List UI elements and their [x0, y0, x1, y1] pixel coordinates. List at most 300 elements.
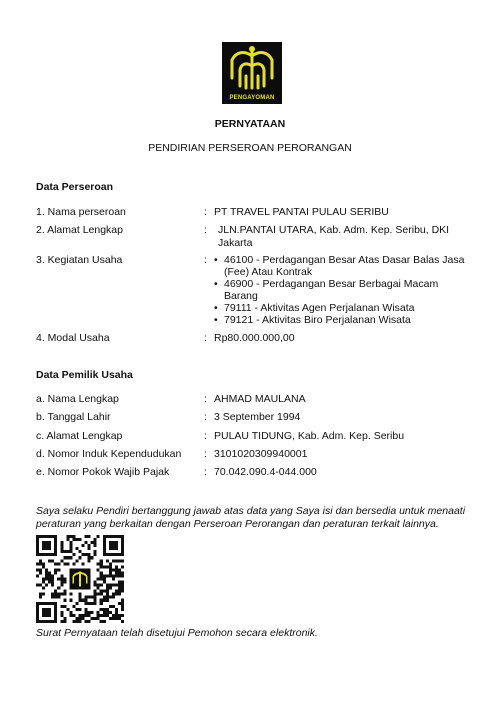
qr-module — [42, 565, 45, 568]
qr-module — [45, 602, 48, 605]
qr-module — [85, 541, 88, 544]
qr-module — [78, 617, 81, 620]
qr-module — [100, 562, 103, 565]
qr-module — [36, 620, 39, 623]
qr-module — [42, 593, 45, 596]
qr-module — [121, 614, 124, 617]
qr-code — [36, 535, 124, 623]
qr-module — [54, 541, 57, 544]
qr-module — [45, 584, 48, 587]
company-name-label: 1. Nama perseroan — [36, 206, 126, 218]
qr-module — [118, 553, 121, 556]
owner-dob-label: b. Tanggal Lahir — [36, 411, 111, 423]
qr-module — [42, 608, 45, 611]
colon: : — [204, 411, 207, 423]
qr-module — [69, 535, 72, 538]
qr-module — [121, 559, 124, 562]
qr-module — [60, 541, 63, 544]
qr-module — [72, 538, 75, 541]
qr-module — [51, 535, 54, 538]
qr-module — [36, 614, 39, 617]
activity-item: • 79121 - Aktivitas Biro Perjalanan Wisata — [214, 314, 468, 326]
qr-module — [57, 568, 60, 571]
qr-module — [72, 562, 75, 565]
company-address-label: 2. Alamat Lengkap — [36, 224, 123, 236]
qr-module — [115, 574, 118, 577]
qr-module — [109, 562, 112, 565]
qr-module — [72, 553, 75, 556]
qr-module — [54, 596, 57, 599]
logo-caption: PENGAYOMAN — [229, 95, 275, 101]
qr-module — [121, 605, 124, 608]
qr-module — [54, 620, 57, 623]
qr-module — [91, 611, 94, 614]
qr-module — [45, 614, 48, 617]
qr-module — [39, 559, 42, 562]
qr-module — [63, 593, 66, 596]
qr-module — [112, 614, 115, 617]
qr-module — [66, 550, 69, 553]
qr-module — [75, 547, 78, 550]
qr-module — [72, 605, 75, 608]
qr-module — [42, 587, 45, 590]
qr-module — [78, 596, 81, 599]
qr-module — [103, 620, 106, 623]
owner-name-label: a. Nama Lengkap — [36, 393, 119, 405]
qr-module — [48, 602, 51, 605]
qr-module — [103, 596, 106, 599]
qr-module — [100, 593, 103, 596]
qr-module — [91, 541, 94, 544]
qr-module — [85, 553, 88, 556]
qr-module — [109, 571, 112, 574]
qr-module — [45, 577, 48, 580]
qr-module — [118, 581, 121, 584]
qr-module — [42, 562, 45, 565]
qr-module — [54, 550, 57, 553]
qr-module — [45, 553, 48, 556]
qr-module — [36, 538, 39, 541]
qr-module — [60, 559, 63, 562]
qr-module — [100, 571, 103, 574]
qr-module — [121, 581, 124, 584]
qr-module — [118, 559, 121, 562]
qr-module — [75, 620, 78, 623]
qr-module — [97, 611, 100, 614]
qr-module — [103, 590, 106, 593]
activity-item: • 46100 - Perdagangan Besar Atas Dasar Balas Jasa (Fee) Atau Kontrak — [214, 254, 468, 278]
qr-module — [100, 608, 103, 611]
activity-item: • 79111 - Aktivitas Agen Perjalanan Wisata — [214, 302, 468, 314]
qr-module — [66, 608, 69, 611]
qr-module — [94, 544, 97, 547]
qr-module — [63, 620, 66, 623]
qr-module — [118, 590, 121, 593]
qr-module — [106, 584, 109, 587]
qr-module — [51, 620, 54, 623]
qr-module — [118, 574, 121, 577]
qr-module — [78, 550, 81, 553]
qr-module — [54, 608, 57, 611]
qr-module — [100, 577, 103, 580]
qr-module — [118, 568, 121, 571]
qr-module — [42, 611, 45, 614]
qr-module — [97, 568, 100, 571]
qr-module — [88, 547, 91, 550]
qr-module — [115, 541, 118, 544]
qr-module — [57, 562, 60, 565]
qr-module — [36, 568, 39, 571]
qr-module — [63, 605, 66, 608]
qr-module — [85, 611, 88, 614]
qr-module — [51, 593, 54, 596]
qr-module — [60, 584, 63, 587]
qr-module — [82, 562, 85, 565]
qr-module — [48, 577, 51, 580]
qr-module — [97, 587, 100, 590]
owner-npwp-label: e. Nomor Pokok Wajib Pajak — [36, 466, 170, 478]
qr-module — [103, 547, 106, 550]
qr-module — [48, 611, 51, 614]
qr-module — [94, 617, 97, 620]
qr-module — [54, 553, 57, 556]
qr-module — [100, 590, 103, 593]
qr-module — [36, 574, 39, 577]
qr-module — [60, 544, 63, 547]
qr-module — [75, 608, 78, 611]
qr-module — [45, 541, 48, 544]
qr-module — [106, 593, 109, 596]
qr-module — [48, 608, 51, 611]
qr-module — [36, 608, 39, 611]
qr-module — [54, 544, 57, 547]
qr-module — [82, 544, 85, 547]
qr-module — [109, 611, 112, 614]
qr-module — [36, 584, 39, 587]
qr-module — [88, 556, 91, 559]
qr-module — [82, 614, 85, 617]
qr-module — [115, 568, 118, 571]
qr-module — [106, 535, 109, 538]
colon: : — [204, 254, 207, 266]
qr-module — [60, 547, 63, 550]
qr-module — [66, 556, 69, 559]
qr-module — [118, 617, 121, 620]
qr-module — [97, 617, 100, 620]
qr-module — [115, 547, 118, 550]
qr-module — [100, 620, 103, 623]
company-name-value: PT TRAVEL PANTAI PULAU SERIBU — [214, 206, 389, 218]
qr-module — [118, 614, 121, 617]
owner-address-label: c. Alamat Lengkap — [36, 430, 123, 442]
qr-module — [48, 571, 51, 574]
declaration-statement: Saya selaku Pendiri bertanggung jawab atas data yang Saya isi dan bersedia untuk menaati peraturan yang berkaitan dengan Perseroan Perorangan dan peraturan terkait lainnya. — [36, 505, 466, 530]
qr-module — [103, 544, 106, 547]
qr-module — [39, 620, 42, 623]
qr-module — [97, 593, 100, 596]
colon: : — [204, 224, 207, 236]
colon: : — [204, 206, 207, 218]
qr-module — [60, 593, 63, 596]
qr-module — [72, 620, 75, 623]
qr-module — [112, 544, 115, 547]
pengayoman-logo — [222, 42, 282, 104]
qr-module — [69, 593, 72, 596]
qr-module — [109, 547, 112, 550]
qr-module — [42, 541, 45, 544]
qr-module — [36, 541, 39, 544]
qr-module — [85, 596, 88, 599]
qr-module — [118, 571, 121, 574]
qr-module — [109, 584, 112, 587]
qr-module — [97, 562, 100, 565]
qr-module — [63, 562, 66, 565]
document-title: PERNYATAAN — [214, 118, 286, 130]
qr-module — [54, 562, 57, 565]
qr-module — [48, 541, 51, 544]
qr-module — [91, 556, 94, 559]
activity-item: • 46900 - Perdagangan Besar Berbagai Macam Barang — [214, 278, 468, 302]
qr-module — [48, 614, 51, 617]
qr-module — [100, 584, 103, 587]
qr-module — [78, 556, 81, 559]
qr-module — [94, 590, 97, 593]
qr-module — [88, 553, 91, 556]
qr-module — [54, 602, 57, 605]
qr-module — [54, 593, 57, 596]
qr-module — [121, 535, 124, 538]
qr-module — [36, 553, 39, 556]
qr-module — [106, 611, 109, 614]
qr-module — [103, 577, 106, 580]
qr-module — [75, 559, 78, 562]
qr-module — [54, 611, 57, 614]
colon: : — [204, 332, 207, 344]
qr-module — [109, 587, 112, 590]
owner-section-title: Data Pemilik Usaha — [36, 369, 133, 381]
qr-module — [94, 599, 97, 602]
qr-module — [75, 602, 78, 605]
qr-module — [88, 620, 91, 623]
qr-module — [106, 614, 109, 617]
qr-module — [112, 559, 115, 562]
qr-module — [51, 581, 54, 584]
qr-module — [115, 544, 118, 547]
qr-module — [121, 547, 124, 550]
qr-module — [82, 599, 85, 602]
document-subtitle: PENDIRIAN PERSEROAN PERORANGAN — [148, 142, 352, 154]
qr-module — [51, 584, 54, 587]
qr-module — [103, 553, 106, 556]
qr-module — [94, 541, 97, 544]
qr-module — [39, 602, 42, 605]
qr-module — [78, 593, 81, 596]
qr-module — [103, 550, 106, 553]
qr-module — [63, 577, 66, 580]
qr-module — [85, 620, 88, 623]
qr-module — [103, 599, 106, 602]
qr-module — [115, 565, 118, 568]
qr-module — [106, 559, 109, 562]
qr-module — [100, 614, 103, 617]
qr-module — [72, 614, 75, 617]
qr-module — [103, 614, 106, 617]
qr-module — [69, 544, 72, 547]
qr-module — [118, 593, 121, 596]
qr-module — [69, 599, 72, 602]
qr-module — [66, 538, 69, 541]
qr-module — [36, 602, 39, 605]
qr-module — [109, 565, 112, 568]
qr-module — [48, 620, 51, 623]
qr-module — [66, 562, 69, 565]
qr-module — [48, 544, 51, 547]
qr-module — [36, 605, 39, 608]
qr-module — [85, 608, 88, 611]
qr-module — [54, 571, 57, 574]
qr-module — [94, 602, 97, 605]
qr-module — [115, 617, 118, 620]
qr-module — [112, 568, 115, 571]
qr-module — [85, 602, 88, 605]
qr-module — [94, 596, 97, 599]
qr-module — [51, 553, 54, 556]
qr-module — [121, 590, 124, 593]
qr-module — [121, 599, 124, 602]
qr-module — [45, 608, 48, 611]
qr-module — [63, 556, 66, 559]
qr-module — [88, 596, 91, 599]
qr-module — [103, 581, 106, 584]
qr-module — [36, 544, 39, 547]
qr-module — [106, 574, 109, 577]
qr-module — [54, 547, 57, 550]
qr-module — [106, 596, 109, 599]
qr-module — [39, 568, 42, 571]
qr-module — [54, 590, 57, 593]
qr-module — [112, 617, 115, 620]
qr-module — [54, 614, 57, 617]
qr-module — [103, 608, 106, 611]
qr-module — [51, 577, 54, 580]
qr-module — [121, 541, 124, 544]
qr-module — [118, 587, 121, 590]
company-section-title: Data Perseroan — [36, 181, 114, 193]
qr-module — [97, 584, 100, 587]
qr-module — [109, 553, 112, 556]
qr-module — [118, 535, 121, 538]
qr-module — [60, 605, 63, 608]
qr-module — [42, 581, 45, 584]
qr-module — [51, 574, 54, 577]
qr-module — [45, 547, 48, 550]
qr-module — [42, 535, 45, 538]
colon: : — [204, 430, 207, 442]
qr-module — [106, 608, 109, 611]
qr-module — [121, 620, 124, 623]
qr-module — [112, 541, 115, 544]
company-capital-value: Rp80.000.000,00 — [214, 332, 295, 344]
qr-module — [109, 544, 112, 547]
owner-name-value: AHMAD MAULANA — [214, 393, 306, 405]
qr-module — [94, 581, 97, 584]
qr-module — [54, 535, 57, 538]
qr-module — [121, 565, 124, 568]
qr-module — [42, 602, 45, 605]
qr-module — [97, 614, 100, 617]
qr-module — [60, 550, 63, 553]
qr-module — [48, 547, 51, 550]
company-activities-value — [214, 254, 468, 326]
qr-module — [39, 553, 42, 556]
qr-module — [103, 535, 106, 538]
tree-emblem-icon — [222, 42, 282, 94]
qr-module — [100, 574, 103, 577]
qr-module — [106, 587, 109, 590]
qr-module — [106, 599, 109, 602]
qr-module — [45, 568, 48, 571]
qr-module — [69, 541, 72, 544]
qr-module — [39, 571, 42, 574]
qr-module — [42, 547, 45, 550]
qr-module — [39, 584, 42, 587]
qr-module — [115, 584, 118, 587]
qr-module — [121, 550, 124, 553]
qr-module — [42, 544, 45, 547]
qr-module — [88, 559, 91, 562]
qr-module — [57, 596, 60, 599]
qr-module — [88, 611, 91, 614]
qr-module — [85, 614, 88, 617]
qr-module — [97, 577, 100, 580]
qr-module — [94, 538, 97, 541]
qr-module — [121, 571, 124, 574]
qr-module — [69, 614, 72, 617]
qr-module — [36, 617, 39, 620]
qr-module — [36, 535, 39, 538]
qr-module — [54, 568, 57, 571]
company-capital-label: 4. Modal Usaha — [36, 332, 110, 344]
qr-module — [82, 617, 85, 620]
qr-module — [118, 584, 121, 587]
qr-module — [60, 620, 63, 623]
qr-module — [78, 608, 81, 611]
owner-nik-label: d. Nomor Induk Kependudukan — [36, 448, 182, 460]
qr-module — [51, 559, 54, 562]
qr-module — [115, 559, 118, 562]
qr-module — [112, 584, 115, 587]
qr-module — [36, 550, 39, 553]
qr-module — [60, 611, 63, 614]
qr-module — [103, 574, 106, 577]
qr-module — [88, 602, 91, 605]
qr-module — [72, 535, 75, 538]
qr-module — [63, 550, 66, 553]
qr-module — [45, 571, 48, 574]
qr-module — [36, 562, 39, 565]
qr-module — [118, 602, 121, 605]
qr-module — [94, 593, 97, 596]
owner-dob-value: 3 September 1994 — [214, 411, 301, 423]
qr-module — [121, 574, 124, 577]
qr-module — [91, 596, 94, 599]
qr-module — [88, 614, 91, 617]
qr-module — [109, 535, 112, 538]
qr-module — [100, 559, 103, 562]
qr-module — [100, 599, 103, 602]
qr-module — [103, 611, 106, 614]
qr-module — [115, 593, 118, 596]
